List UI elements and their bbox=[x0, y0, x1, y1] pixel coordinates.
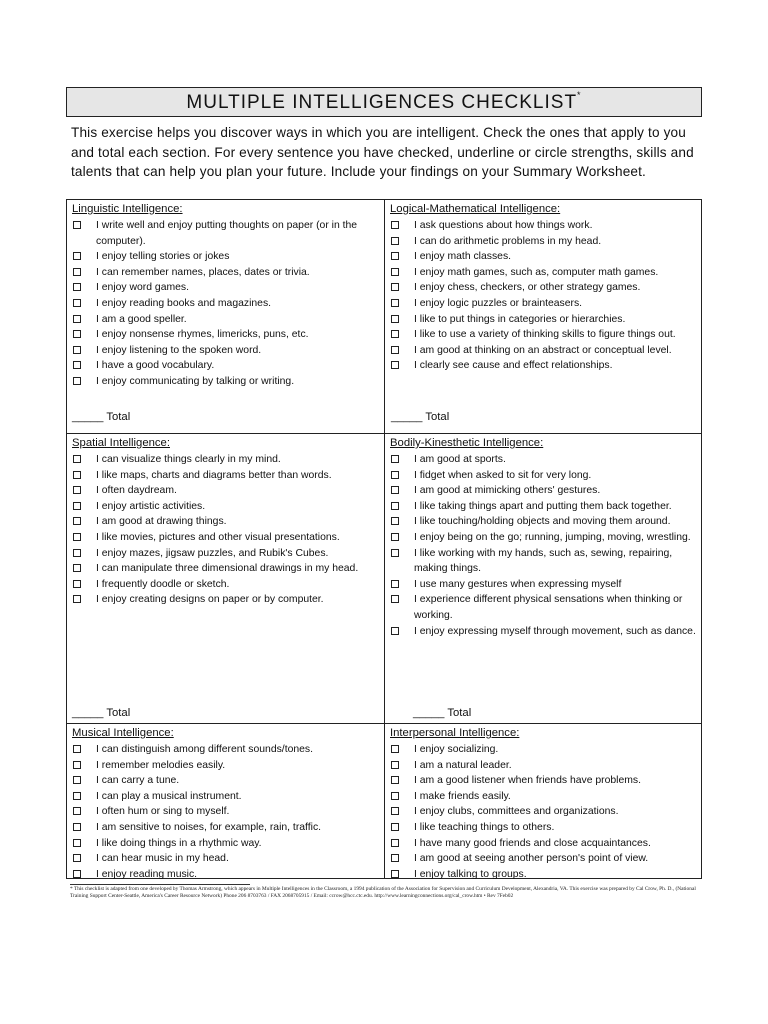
checkbox[interactable] bbox=[391, 580, 399, 588]
checkbox[interactable] bbox=[73, 776, 81, 784]
checkbox[interactable] bbox=[73, 533, 81, 541]
checklist-item-text: I can remember names, places, dates or trivia. bbox=[96, 266, 310, 278]
checkbox[interactable] bbox=[391, 549, 399, 557]
checkbox[interactable] bbox=[73, 549, 81, 557]
spatial-total: _____ Total bbox=[72, 707, 131, 719]
checkbox[interactable] bbox=[391, 361, 399, 369]
checkbox[interactable] bbox=[73, 870, 81, 878]
checklist-item-text: I can manipulate three dimensional drawings in my head. bbox=[96, 563, 359, 575]
checkbox[interactable] bbox=[391, 346, 399, 354]
checklist-item-text: I enjoy creating designs on paper or by computer. bbox=[96, 594, 324, 606]
checkbox[interactable] bbox=[73, 486, 81, 494]
checklist-item-text: I make friends easily. bbox=[414, 790, 511, 802]
checkbox[interactable] bbox=[391, 486, 399, 494]
checklist-item bbox=[72, 742, 380, 758]
checklist-item-text: I enjoy chess, checkers, or other strategy games. bbox=[414, 282, 641, 294]
checkbox[interactable] bbox=[391, 517, 399, 525]
checklist-item bbox=[72, 452, 380, 468]
checkbox[interactable] bbox=[73, 283, 81, 291]
checklist-items bbox=[390, 452, 699, 639]
checklist-item-text: I am a good listener when friends have problems. bbox=[414, 775, 641, 787]
checklist-item bbox=[72, 218, 380, 249]
checklist-item bbox=[72, 773, 380, 789]
checkbox[interactable] bbox=[391, 221, 399, 229]
checklist-item bbox=[72, 804, 380, 820]
checklist-item-text: I am good at seeing another person's point of view. bbox=[414, 853, 649, 865]
checklist-item bbox=[390, 820, 699, 836]
checklist-item-text: I enjoy listening to the spoken word. bbox=[96, 344, 262, 356]
checkbox[interactable] bbox=[391, 776, 399, 784]
checklist-items bbox=[72, 218, 380, 390]
checklist-item-text: I enjoy expressing myself through movement, such as dance. bbox=[414, 625, 696, 637]
checkbox[interactable] bbox=[73, 221, 81, 229]
checklist-item-text: I enjoy math games, such as, computer math games. bbox=[414, 266, 659, 278]
footnote: * This checklist is adapted from one developed by Thomas Armstrong, which appears in Multiple Intelligences in the Classroom, a 1994 publication of the Association for Supervision and Curriculum Development, Alexandria, VA. This exercise was prepared by Cal Crow, Ph. D., (National Training Support Center-Seattle, America's Career Resource Network) Phone 206 8703763 / FAX 2068705915 / Email: ccrow@hcc.ctc.edu. http://www.learningconnections.org/cal_crow.htm • Rev 7Feb02 bbox=[70, 886, 696, 899]
checklist-item bbox=[390, 234, 699, 250]
checklist-item bbox=[72, 343, 380, 359]
checklist-item bbox=[390, 265, 699, 281]
checklist-item-text: I frequently doodle or sketch. bbox=[96, 578, 230, 590]
checklist-item bbox=[390, 468, 699, 484]
checklist-item bbox=[72, 851, 380, 867]
checkbox[interactable] bbox=[391, 761, 399, 769]
checklist-item-text: I enjoy logic puzzles or brainteasers. bbox=[414, 297, 583, 309]
checkbox[interactable] bbox=[391, 533, 399, 541]
checklist-item-text: I can hear music in my head. bbox=[96, 853, 229, 865]
footnote-rule bbox=[70, 884, 250, 885]
checkbox[interactable] bbox=[391, 745, 399, 753]
checklist-item bbox=[72, 358, 380, 374]
checklist-item bbox=[72, 758, 380, 774]
checklist-item-text: I ask questions about how things work. bbox=[414, 220, 593, 231]
checklist-item-text: I am a good speller. bbox=[96, 313, 187, 325]
checkbox[interactable] bbox=[391, 471, 399, 479]
checklist-items bbox=[72, 452, 380, 608]
checklist-item-text: I like working with my hands, such as, sewing, repairing, making things. bbox=[414, 547, 673, 575]
checkbox[interactable] bbox=[391, 854, 399, 862]
section-linguistic bbox=[67, 200, 384, 433]
checklist-item-text: I can distinguish among different sounds/tones. bbox=[96, 744, 313, 755]
checklist-item bbox=[72, 561, 380, 577]
checkbox[interactable] bbox=[73, 299, 81, 307]
checkbox[interactable] bbox=[73, 745, 81, 753]
checklist-item-text: I am good at sports. bbox=[414, 454, 506, 465]
checklist-item bbox=[390, 499, 699, 515]
checklist-item-text: I enjoy talking to groups. bbox=[414, 868, 527, 880]
checklist-item-text: I fidget when asked to sit for very long. bbox=[414, 469, 592, 481]
checklist-item bbox=[72, 836, 380, 852]
checkbox[interactable] bbox=[73, 761, 81, 769]
checkbox[interactable] bbox=[73, 455, 81, 463]
checklist-item bbox=[390, 804, 699, 820]
checkbox[interactable] bbox=[73, 580, 81, 588]
checklist-item bbox=[390, 773, 699, 789]
checklist-item bbox=[72, 530, 380, 546]
page-title-text: MULTIPLE INTELLIGENCES CHECKLIST bbox=[186, 92, 578, 113]
checklist-item-text: I enjoy being on the go; running, jumping, moving, wrestling. bbox=[414, 531, 691, 543]
checkbox[interactable] bbox=[73, 471, 81, 479]
checkbox[interactable] bbox=[391, 283, 399, 291]
checklist-item-text: I am good at mimicking others' gestures. bbox=[414, 485, 601, 497]
checklist-item-text: I enjoy communicating by talking or writing. bbox=[96, 375, 295, 387]
checklist-item bbox=[390, 742, 699, 758]
checklist-grid bbox=[66, 199, 702, 879]
checklist-item-text: I enjoy telling stories or jokes bbox=[96, 251, 230, 263]
checklist-item-text: I enjoy reading music. bbox=[96, 868, 198, 880]
checklist-item bbox=[72, 499, 380, 515]
checklist-item-text: I am good at thinking on an abstract or conceptual level. bbox=[414, 344, 672, 356]
checklist-item bbox=[72, 820, 380, 836]
checkbox[interactable] bbox=[391, 455, 399, 463]
checklist-item bbox=[390, 546, 699, 577]
checklist-item-text: I am sensitive to noises, for example, rain, traffic. bbox=[96, 821, 322, 833]
checklist-item-text: I am a natural leader. bbox=[414, 759, 512, 771]
intro-paragraph: This exercise helps you discover ways in which you are intelligent. Check the ones that apply to you and total each section. For every sentence you have checked, underline or circle strengths, skills and talents that can help you plan your future. Include your findings on your Summary Worksheet. bbox=[71, 125, 694, 179]
checklist-items bbox=[390, 218, 699, 374]
checklist-item bbox=[72, 546, 380, 562]
checklist-item-text: I like taking things apart and putting them back together. bbox=[414, 500, 672, 512]
checkbox[interactable] bbox=[391, 807, 399, 815]
checklist-item bbox=[390, 577, 699, 593]
checklist-item bbox=[390, 312, 699, 328]
checklist-item bbox=[390, 758, 699, 774]
checklist-item-text: I can visualize things clearly in my mind. bbox=[96, 454, 281, 465]
footnote-marker: * bbox=[577, 90, 582, 100]
logical-mathematical-total: _____ Total bbox=[391, 411, 450, 423]
checklist-item bbox=[72, 789, 380, 805]
checklist-items bbox=[72, 742, 380, 882]
checkbox[interactable] bbox=[73, 564, 81, 572]
section-title: Logical-Mathematical Intelligence: bbox=[390, 203, 561, 215]
checkbox[interactable] bbox=[73, 807, 81, 815]
checklist-item-text: I have a good vocabulary. bbox=[96, 360, 215, 372]
checklist-item bbox=[390, 867, 699, 883]
checkbox[interactable] bbox=[73, 595, 81, 603]
checklist-item-text: I like doing things in a rhythmic way. bbox=[96, 837, 262, 849]
checkbox[interactable] bbox=[391, 839, 399, 847]
checklist-item-text: I often hum or sing to myself. bbox=[96, 806, 230, 818]
checklist-item-text: I remember melodies easily. bbox=[96, 759, 226, 771]
checklist-item-text: I experience different physical sensations when thinking or working. bbox=[414, 594, 683, 621]
checklist-item bbox=[390, 851, 699, 867]
checkbox[interactable] bbox=[391, 502, 399, 510]
checklist-item bbox=[72, 280, 380, 296]
checklist-item bbox=[72, 468, 380, 484]
checkbox[interactable] bbox=[73, 361, 81, 369]
checklist-item-text: I enjoy nonsense rhymes, limericks, puns, etc. bbox=[96, 329, 309, 341]
checkbox[interactable] bbox=[73, 854, 81, 862]
checkbox[interactable] bbox=[73, 502, 81, 510]
checklist-item bbox=[72, 483, 380, 499]
checkbox[interactable] bbox=[391, 595, 399, 603]
checklist-item-text: I have many good friends and close acquaintances. bbox=[414, 837, 651, 849]
section-title: Interpersonal Intelligence: bbox=[390, 727, 520, 739]
checkbox[interactable] bbox=[73, 330, 81, 338]
checkbox[interactable] bbox=[391, 315, 399, 323]
checkbox[interactable] bbox=[391, 823, 399, 831]
checklist-item-text: I use many gestures when expressing myself bbox=[414, 578, 622, 590]
checklist-item bbox=[390, 483, 699, 499]
checklist-item-text: I like movies, pictures and other visual presentations. bbox=[96, 531, 340, 543]
checkbox[interactable] bbox=[391, 237, 399, 245]
checkbox[interactable] bbox=[73, 315, 81, 323]
checklist-item bbox=[72, 577, 380, 593]
checkbox[interactable] bbox=[391, 870, 399, 878]
checklist-item bbox=[390, 789, 699, 805]
checklist-item bbox=[390, 358, 699, 374]
checklist-item bbox=[390, 327, 699, 343]
checklist-item bbox=[390, 296, 699, 312]
linguistic-total: _____ Total bbox=[72, 411, 131, 423]
checkbox[interactable] bbox=[73, 792, 81, 800]
checkbox[interactable] bbox=[73, 346, 81, 354]
checklist-item-text: I enjoy word games. bbox=[96, 282, 189, 294]
checkbox[interactable] bbox=[73, 268, 81, 276]
checklist-item-text: I write well and enjoy putting thoughts on paper (or in the computer). bbox=[96, 220, 358, 247]
section-title: Linguistic Intelligence: bbox=[72, 203, 183, 215]
bodily-kinesthetic-total: _____ Total bbox=[413, 707, 472, 719]
checkbox[interactable] bbox=[73, 517, 81, 525]
checklist-item-text: I clearly see cause and effect relationships. bbox=[414, 360, 613, 372]
checklist-item-text: I am good at drawing things. bbox=[96, 516, 227, 528]
checklist-item bbox=[72, 296, 380, 312]
checklist-item-text: I enjoy mazes, jigsaw puzzles, and Rubik's Cubes. bbox=[96, 547, 329, 559]
section-spatial bbox=[67, 434, 384, 723]
checkbox[interactable] bbox=[391, 252, 399, 260]
checkbox[interactable] bbox=[73, 252, 81, 260]
checkbox[interactable] bbox=[73, 377, 81, 385]
checklist-item bbox=[390, 452, 699, 468]
checklist-item-text: I enjoy clubs, committees and organizations. bbox=[414, 806, 619, 818]
checklist-item-text: I like maps, charts and diagrams better than words. bbox=[96, 469, 332, 481]
checklist-item-text: I can carry a tune. bbox=[96, 775, 180, 787]
checklist-item bbox=[72, 867, 380, 883]
section-title: Bodily-Kinesthetic Intelligence: bbox=[390, 437, 544, 449]
page-title bbox=[66, 87, 702, 117]
section-bodily-kinesthetic bbox=[385, 434, 703, 723]
checklist-item-text: I enjoy math classes. bbox=[414, 251, 512, 263]
checkbox[interactable] bbox=[73, 839, 81, 847]
checklist-items bbox=[390, 742, 699, 882]
section-interpersonal bbox=[385, 724, 703, 880]
section-title: Spatial Intelligence: bbox=[72, 437, 170, 449]
checklist-item bbox=[390, 624, 699, 640]
checklist-item bbox=[72, 592, 380, 608]
checkbox[interactable] bbox=[391, 792, 399, 800]
checklist-item bbox=[390, 343, 699, 359]
checklist-item bbox=[390, 836, 699, 852]
section-musical bbox=[67, 724, 384, 880]
checklist-item-text: I like to use a variety of thinking skills to figure things out. bbox=[414, 329, 676, 341]
checkbox[interactable] bbox=[391, 627, 399, 635]
section-title: Musical Intelligence: bbox=[72, 727, 174, 739]
checklist-item-text: I enjoy artistic activities. bbox=[96, 500, 206, 512]
section-logical-mathematical bbox=[385, 200, 703, 433]
checklist-item-text: I enjoy socializing. bbox=[414, 744, 499, 755]
checklist-item-text: I like teaching things to others. bbox=[414, 821, 555, 833]
checklist-item bbox=[390, 592, 699, 623]
checklist-item-text: I like touching/holding objects and moving them around. bbox=[414, 516, 671, 528]
checklist-item bbox=[72, 514, 380, 530]
checklist-item bbox=[72, 265, 380, 281]
checklist-item-text: I like to put things in categories or hierarchies. bbox=[414, 313, 626, 325]
checklist-item bbox=[72, 374, 380, 390]
checklist-item bbox=[72, 327, 380, 343]
checklist-item bbox=[72, 249, 380, 265]
checklist-item bbox=[390, 249, 699, 265]
checklist-item bbox=[390, 218, 699, 234]
checkbox[interactable] bbox=[391, 299, 399, 307]
checklist-item bbox=[72, 312, 380, 328]
checkbox[interactable] bbox=[73, 823, 81, 831]
checklist-item-text: I often daydream. bbox=[96, 485, 177, 497]
checkbox[interactable] bbox=[391, 330, 399, 338]
checklist-item-text: I can do arithmetic problems in my head. bbox=[414, 235, 602, 247]
checklist-item-text: I can play a musical instrument. bbox=[96, 790, 242, 802]
checklist-item-text: I enjoy reading books and magazines. bbox=[96, 297, 272, 309]
checklist-item bbox=[390, 280, 699, 296]
checkbox[interactable] bbox=[391, 268, 399, 276]
checklist-item bbox=[390, 530, 699, 546]
checklist-item bbox=[390, 514, 699, 530]
